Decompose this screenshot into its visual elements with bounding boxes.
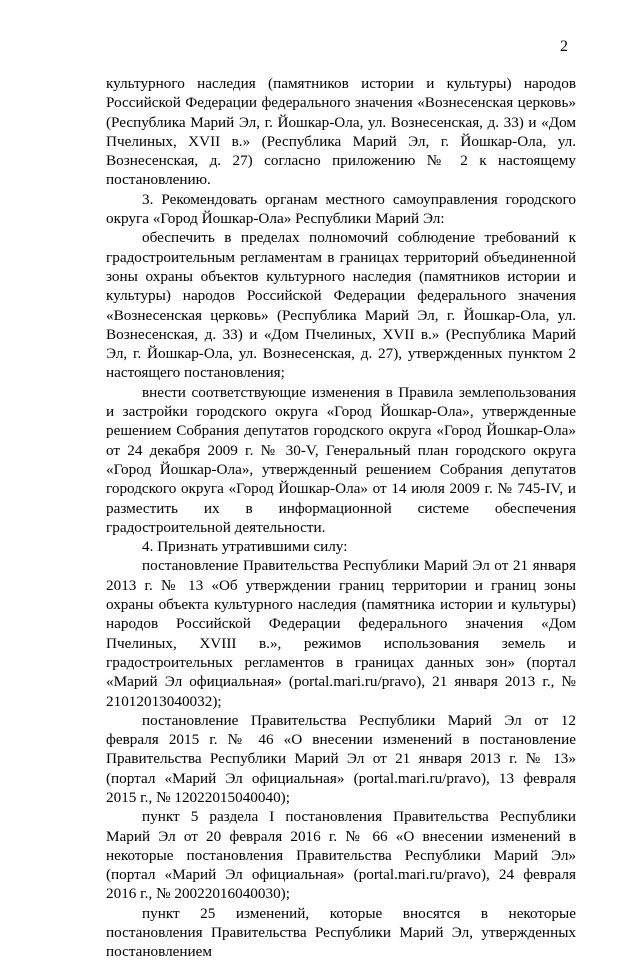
page-number: 2 bbox=[560, 38, 568, 55]
paragraph-item-3: 3. Рекомендовать органам местного самоуправления городского округа «Город Йошкар-Ола» Республики Марий Эл: bbox=[106, 190, 576, 228]
document-body bbox=[106, 74, 576, 962]
paragraph-continuation: культурного наследия (памятников истории и культуры) народов Российской Федерации федерального значения «Вознесенская церковь» (Республика Марий Эл, г. Йошкар-Ола, ул. Вознесенская, д. 33) и «Дом Пчелиных, XVII в.» (Республика Марий Эл, г. Йошкар-Ола, ул. Вознесенская, д. 27) согласно приложению № 2 к настоящему постановлению. bbox=[106, 75, 576, 189]
paragraph-repealed-decree-46: постановление Правительства Республики Марий Эл от 12 февраля 2015 г. № 46 «О внесении изменений в постановление Правительства Республики Марий Эл от 21 января 2013 г. № 13» (портал «Марий Эл официальная» (portal.mari.ru/pravo), 13 февраля 2015 г., № 12022015040040); bbox=[106, 711, 576, 806]
paragraph-repealed-decree-13: постановление Правительства Республики Марий Эл от 21 января 2013 г. № 13 «Об утверждении границ территории и границ зоны охраны объекта культурного наследия (памятника истории и культуры) народов Российской Федерации федерального значения «Дом Пчелиных, XVIII в.», режимов использования земель и градостроительных регламентов в границах данных зон» (портал «Марий Эл официальная» (portal.mari.ru/pravo), 21 января 2013 г., № 21012013040032); bbox=[106, 557, 576, 710]
paragraph-item-4: 4. Признать утратившими силу: bbox=[142, 538, 348, 556]
paragraph-repealed-clause-5: пункт 5 раздела I постановления Правительства Республики Марий Эл от 20 февраля 2016 г. № 66 «О внесении изменений в некоторые постановления Правительства Республики Марий Эл» (портал «Марий Эл официальная» (portal.mari.ru/pravo), 24 февраля 2016 г., № 20022016040030); bbox=[106, 808, 576, 903]
paragraph-make-changes: внести соответствующие изменения в Правила землепользования и застройки городского округа «Город Йошкар-Ола», утвержденные решением Собрания депутатов городского округа «Город Йошкар-Ола» от 24 декабря 2009 г. № 30-V, Генеральный план городского округа «Город Йошкар-Ола», утвержденный решением Собрания депутатов городского округа «Город Йошкар-Ола» от 14 июля 2009 г. № 745-IV, и разместить их в информационной системе обеспечения градостроительной деятельности. bbox=[106, 383, 576, 536]
paragraph-ensure-compliance: обеспечить в пределах полномочий соблюдение требований к градостроительным регламентам в границах территорий объединенной зоны охраны объектов культурного наследия (памятников истории и культуры) народов Российской Федерации федерального значения «Вознесенская церковь» (Республика Марий Эл, г. Йошкар-Ола, ул. Вознесенская, д. 33) и «Дом Пчелиных, XVII в.» (Республика Марий Эл, г. Йошкар-Ола, ул. Вознесенская, д. 27), утвержденных пунктом 2 настоящего постановления; bbox=[106, 229, 576, 382]
paragraph-repealed-clause-25: пункт 25 изменений, которые вносятся в некоторые постановления Правительства Республики Марий Эл, утвержденных постановлением bbox=[106, 904, 576, 961]
